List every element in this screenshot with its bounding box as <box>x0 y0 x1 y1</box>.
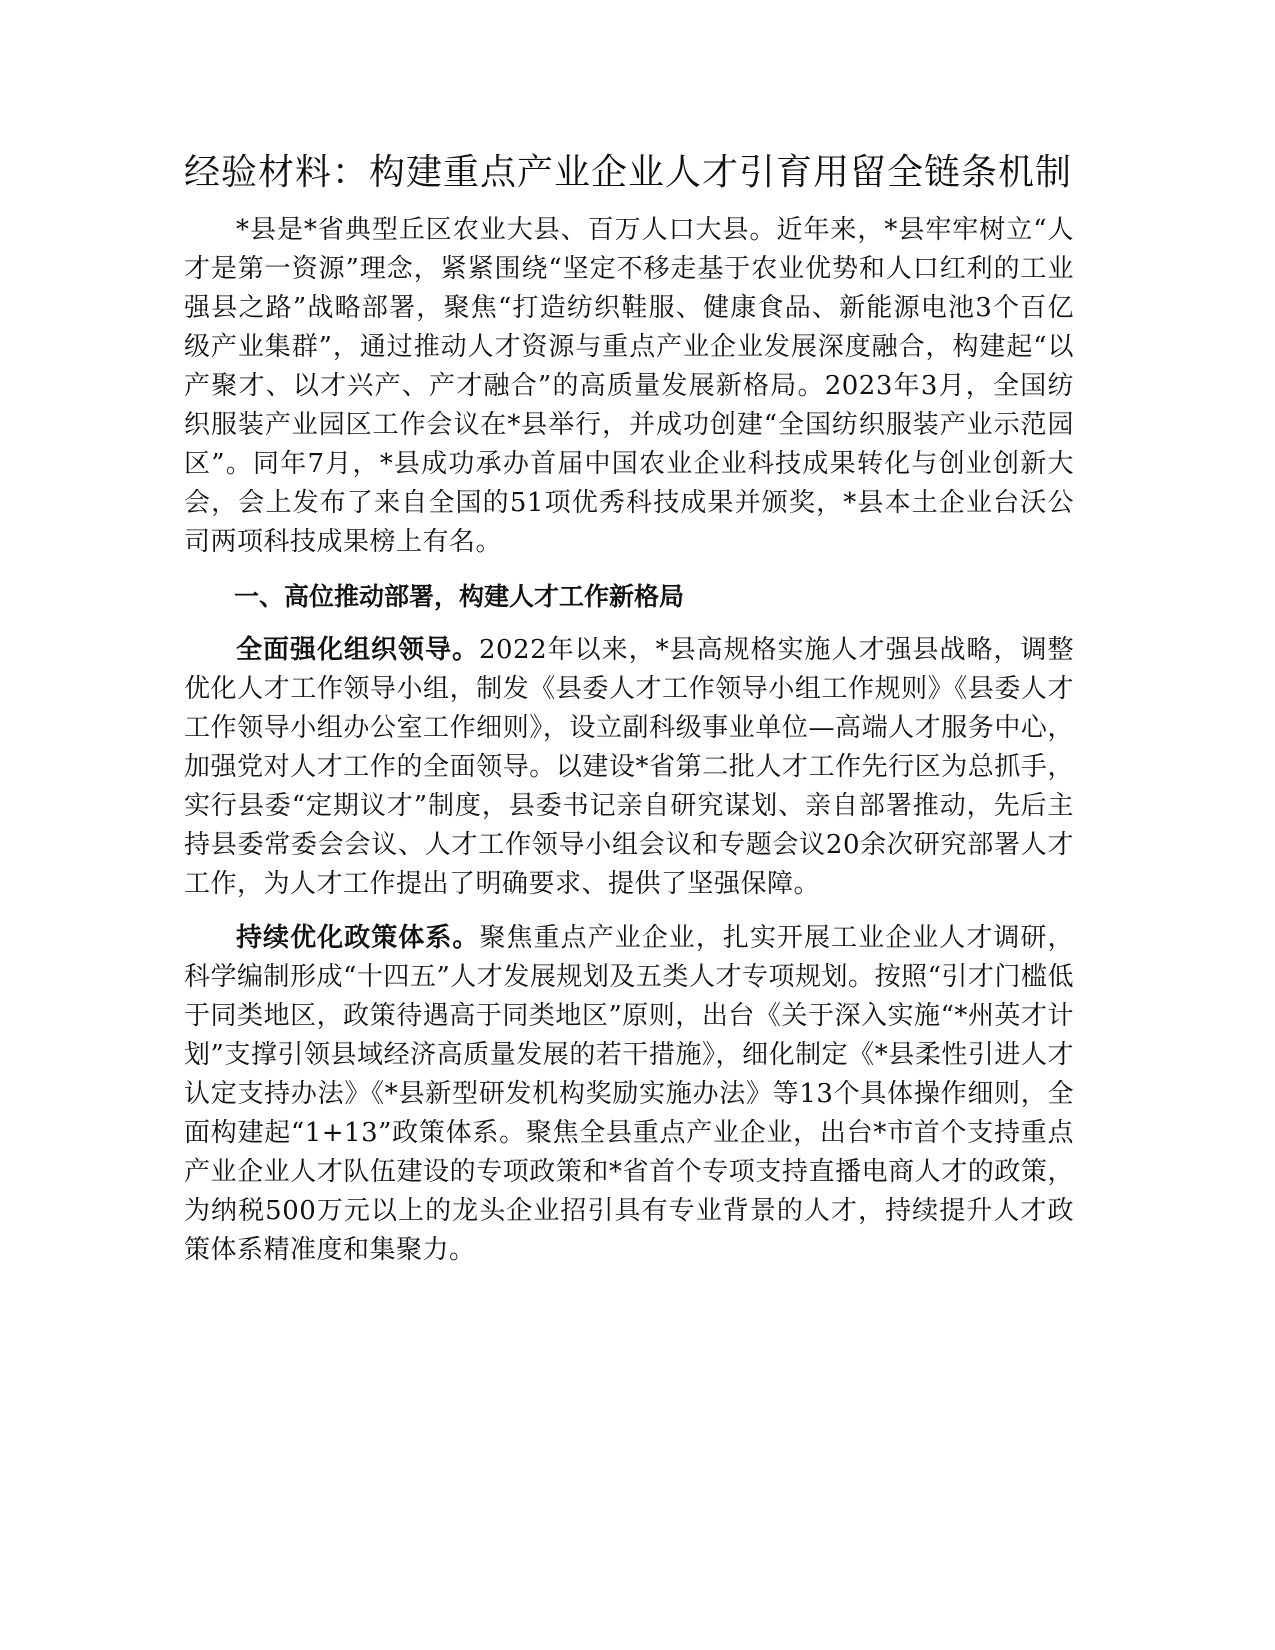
document-title: 经验材料：构建重点产业企业人才引育用留全链条机制 <box>184 152 1073 193</box>
intro-paragraph: *县是*省典型丘区农业大县、百万人口大县。近年来，*县牢牢树立“人才是第一资源”理念，紧紧围绕“坚定不移走基于农业优势和人口红利的工业强县之路”战略部署，聚焦“打造纺织鞋服、健康食品、新能源电池3个百亿级产业集群”，通过推动人才资源与重点产业企业发展深度融合，构建起“以产聚才、以才兴产、产才融合”的高质量发展新格局。2023年3月，全国纺织服装产业园区工作会议在*县举行，并成功创建“全国纺织服装产业示范园区”。同年7月，*县成功承办首届中国农业企业科技成果转化与创业创新大会，会上发布了来自全国的51项优秀科技成果并颁奖，*县本土企业台沃公司两项科技成果榜上有名。 <box>184 215 1074 557</box>
paragraph-body: 聚焦重点产业企业，扎实开展工业企业人才调研，科学编制形成“十四五”人才发展规划及五类人才专项规划。按照“引才门槛低于同类地区，政策待遇高于同类地区”原则，出台《关于深入实施“*州英才计划”支撑引领县域经济高质量发展的若干措施》，细化制定《*县柔性引进人才认定支持办法》《*县新型研发机构奖励实施办法》等13个具体操作细则，全面构建起“1+13”政策体系。聚焦全县重点产业企业，出台*市首个支持重点产业企业人才队伍建设的专项政策和*省首个专项支持直播电商人才的政策，为纳税500万元以上的龙头企业招引具有专业背景的人才，持续提升人才政策体系精准度和集聚力。 <box>184 923 1074 1265</box>
document-page <box>184 145 1074 1285</box>
paragraph-leadership <box>184 631 1074 904</box>
paragraph-policy <box>184 919 1074 1270</box>
section-heading: 一、高位推动部署，构建人才工作新格局 <box>234 582 685 611</box>
paragraph-lead: 全面强化组织领导。 <box>236 635 479 665</box>
paragraph-body: 2022年以来，*县高规格实施人才强县战略，调整优化人才工作领导小组，制发《县委人才工作领导小组工作规则》《县委人才工作领导小组办公室工作细则》，设立副科级事业单位—高端人才服务中心，加强党对人才工作的全面领导。以建设*省第二批人才工作先行区为总抓手，实行县委“定期议才”制度，县委书记亲自研究谋划、亲自部署推动，先后主持县委常委会会议、人才工作领导小组会议和专题会议20余次研究部署人才工作，为人才工作提出了明确要求、提供了坚强保障。 <box>184 635 1074 899</box>
paragraph-lead: 持续优化政策体系。 <box>236 923 480 953</box>
